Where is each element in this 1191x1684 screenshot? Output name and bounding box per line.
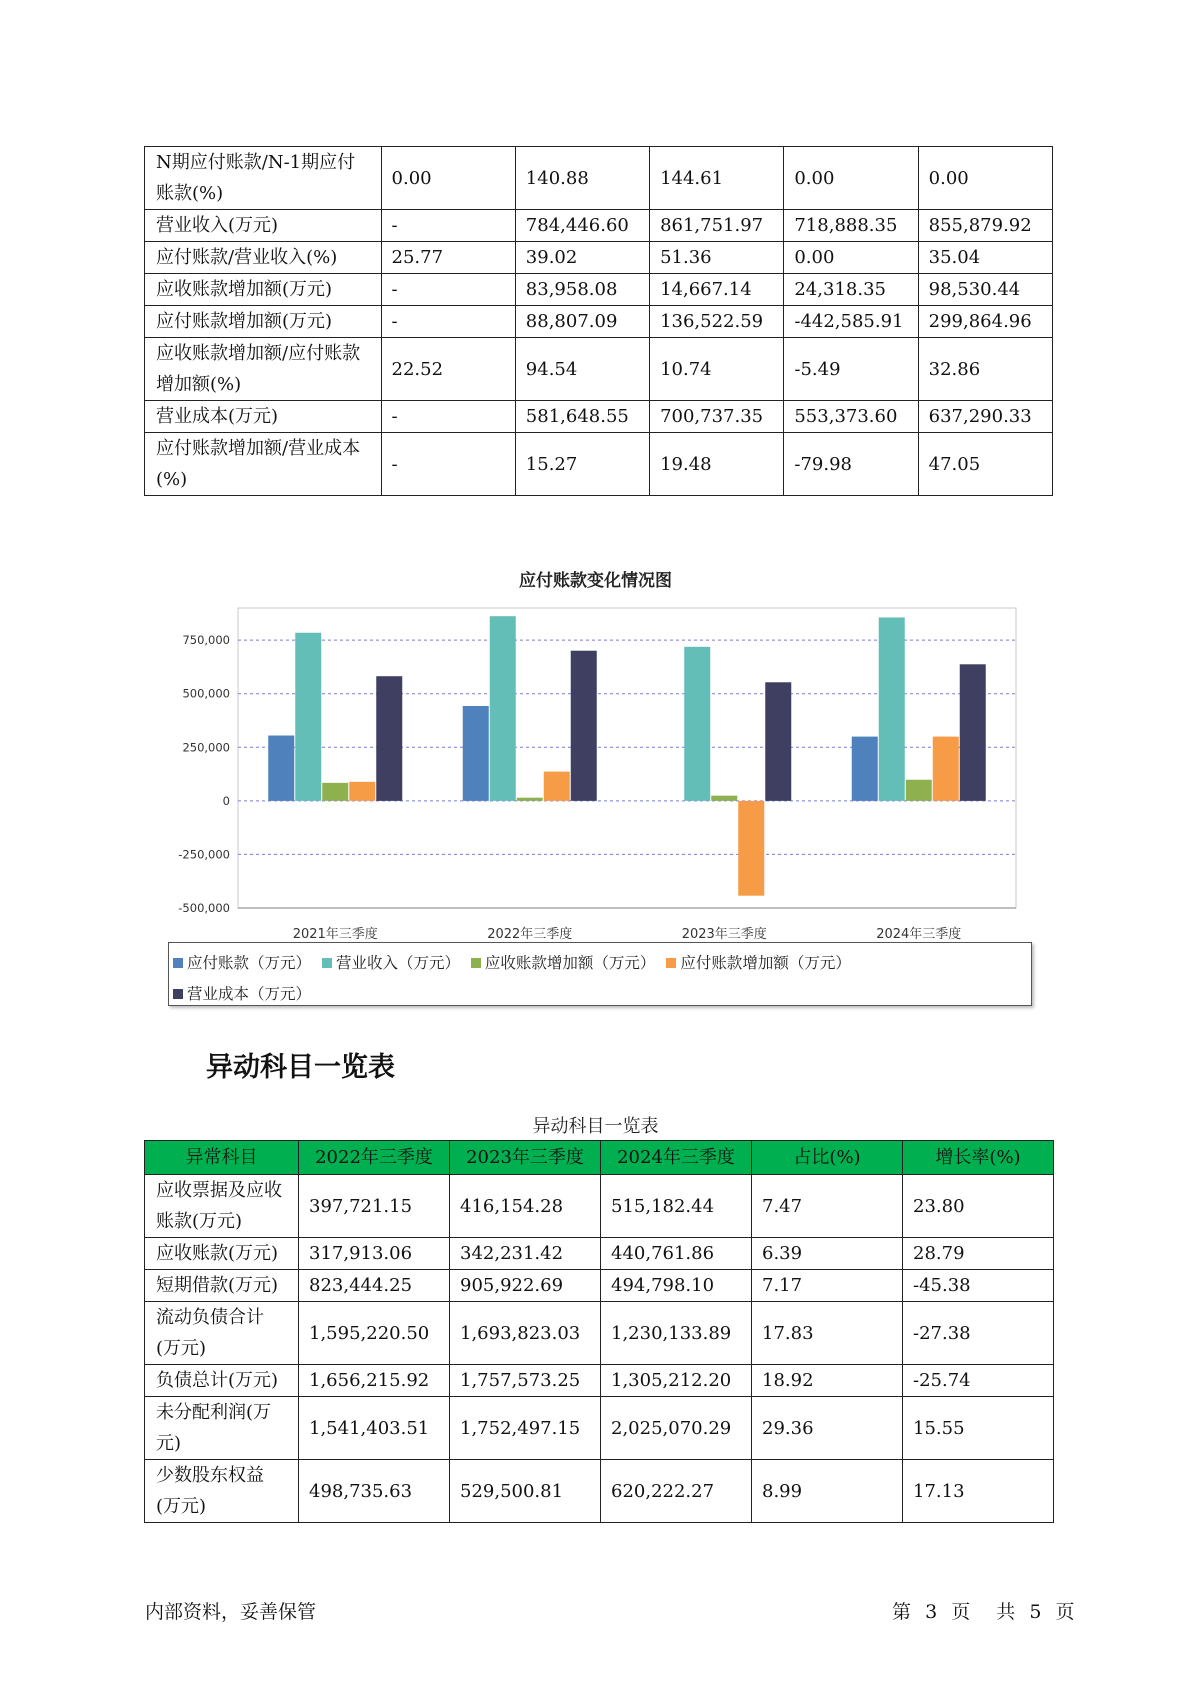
table-cell: - [381, 401, 515, 433]
table-cell: 397,721.15 [299, 1175, 450, 1238]
column-header: 2024年三季度 [601, 1141, 752, 1175]
legend-item [173, 979, 311, 1010]
x-tick-label: 2024年三季度 [876, 927, 962, 942]
row-label: 少数股东权益(万元) [145, 1460, 299, 1523]
table-cell: 35.04 [918, 242, 1052, 274]
table-cell: 861,751.97 [650, 210, 784, 242]
table-cell: -442,585.91 [784, 306, 918, 338]
table-cell: 1,693,823.03 [450, 1302, 601, 1365]
table-cell: 32.86 [918, 338, 1052, 401]
table-cell: 905,922.69 [450, 1270, 601, 1302]
bar [571, 651, 597, 801]
table-cell: 342,231.42 [450, 1238, 601, 1270]
table-cell: 25.77 [381, 242, 515, 274]
table-cell: 784,446.60 [515, 210, 649, 242]
chart-legend [168, 942, 1032, 1006]
table-cell: 718,888.35 [784, 210, 918, 242]
table-cell: 29.36 [752, 1397, 903, 1460]
y-tick-label: -250,000 [178, 847, 230, 862]
table-row [145, 147, 1053, 210]
chart-title: 应付账款变化情况图 [519, 571, 672, 591]
table-cell: 553,373.60 [784, 401, 918, 433]
legend-swatch [322, 958, 332, 968]
column-header: 2023年三季度 [450, 1141, 601, 1175]
table-row [145, 1397, 1054, 1460]
table-cell: 1,230,133.89 [601, 1302, 752, 1365]
x-tick-label: 2022年三季度 [487, 927, 573, 942]
row-label: 应付账款/营业收入(%) [145, 242, 382, 274]
row-label: 应收账款(万元) [145, 1238, 299, 1270]
table-cell: 17.83 [752, 1302, 903, 1365]
footer-note: 内部资料，妥善保管 [145, 1601, 317, 1623]
table-cell: 22.52 [381, 338, 515, 401]
column-header: 占比(%) [752, 1141, 903, 1175]
row-label: 应收账款增加额(万元) [145, 274, 382, 306]
column-header: 增长率(%) [903, 1141, 1054, 1175]
legend-label: 应付账款（万元） [187, 954, 312, 972]
table-cell: 529,500.81 [450, 1460, 601, 1523]
legend-item [322, 948, 460, 979]
metrics-table [144, 146, 1053, 496]
section-heading: 异动科目一览表 [206, 1052, 395, 1083]
bar [490, 616, 516, 801]
table-cell: 637,290.33 [918, 401, 1052, 433]
bar [517, 798, 543, 801]
row-label: 应收账款增加额/应付账款增加额(%) [145, 338, 382, 401]
row-label: N期应付账款/N-1期应付账款(%) [145, 147, 382, 210]
table-cell: 18.92 [752, 1365, 903, 1397]
legend-swatch [666, 958, 676, 968]
table-cell: 440,761.86 [601, 1238, 752, 1270]
bar [933, 737, 959, 801]
table-cell: -79.98 [784, 433, 918, 496]
x-tick-label: 2023年三季度 [681, 927, 767, 942]
y-tick-label: -500,000 [178, 901, 230, 915]
table-cell: -25.74 [903, 1365, 1054, 1397]
legend-label: 营业收入（万元） [335, 954, 460, 972]
bar [268, 736, 294, 801]
table-row [145, 1270, 1054, 1302]
table-cell: 317,913.06 [299, 1238, 450, 1270]
table-cell: 83,958.08 [515, 274, 649, 306]
table-cell: - [381, 274, 515, 306]
table-row [145, 1365, 1054, 1397]
page-suffix: 页 [951, 1601, 971, 1623]
bar [295, 633, 321, 801]
page-indicator [892, 1597, 1074, 1624]
table-cell: 1,305,212.20 [601, 1365, 752, 1397]
table-cell: - [381, 433, 515, 496]
table-cell: 0.00 [784, 147, 918, 210]
row-label: 未分配利润(万元) [145, 1397, 299, 1460]
table-cell: 620,222.27 [601, 1460, 752, 1523]
table-cell: 23.80 [903, 1175, 1054, 1238]
table-cell: 51.36 [650, 242, 784, 274]
bar [738, 801, 764, 896]
legend-label: 应付账款增加额（万元） [680, 954, 851, 972]
table-cell: 144.61 [650, 147, 784, 210]
table-cell: 15.27 [515, 433, 649, 496]
table-cell: 28.79 [903, 1238, 1054, 1270]
table-cell: 10.74 [650, 338, 784, 401]
row-label: 应付账款增加额/营业成本(%) [145, 433, 382, 496]
row-label: 应付账款增加额(万元) [145, 306, 382, 338]
table-cell: 299,864.96 [918, 306, 1052, 338]
row-label: 营业收入(万元) [145, 210, 382, 242]
table-cell: 17.13 [903, 1460, 1054, 1523]
table-cell: 24,318.35 [784, 274, 918, 306]
bar [960, 664, 986, 801]
table-cell: 494,798.10 [601, 1270, 752, 1302]
bar [852, 737, 878, 801]
bar [684, 647, 710, 801]
bar [322, 783, 348, 801]
bar [906, 780, 932, 801]
y-tick-label: 750,000 [182, 633, 230, 648]
bar [376, 676, 402, 801]
table-cell: 2,025,070.29 [601, 1397, 752, 1460]
total-prefix: 共 [996, 1601, 1016, 1623]
table-cell: -5.49 [784, 338, 918, 401]
row-label: 短期借款(万元) [145, 1270, 299, 1302]
row-label: 流动负债合计(万元) [145, 1302, 299, 1365]
table-cell: 39.02 [515, 242, 649, 274]
column-header: 2022年三季度 [299, 1141, 450, 1175]
table-row [145, 433, 1053, 496]
bar [349, 782, 375, 801]
table-cell: 15.55 [903, 1397, 1054, 1460]
legend-item [173, 948, 311, 979]
total-pages: 5 [1029, 1601, 1042, 1623]
bar [765, 682, 791, 801]
table-row [145, 210, 1053, 242]
table-cell: 6.39 [752, 1238, 903, 1270]
table-cell: - [381, 306, 515, 338]
table-cell: 136,522.59 [650, 306, 784, 338]
table-row [145, 1302, 1054, 1365]
bar [544, 772, 570, 801]
table-cell: 7.47 [752, 1175, 903, 1238]
table-cell: 700,737.35 [650, 401, 784, 433]
table-cell: 1,541,403.51 [299, 1397, 450, 1460]
table-cell: 1,757,573.25 [450, 1365, 601, 1397]
table-row [145, 306, 1053, 338]
legend-label: 应收账款增加额（万元） [484, 954, 656, 972]
table-cell: - [381, 210, 515, 242]
table-row [145, 274, 1053, 306]
legend-item [471, 948, 656, 979]
table-header-row [145, 1141, 1054, 1175]
table-cell: 14,667.14 [650, 274, 784, 306]
row-label: 营业成本(万元) [145, 401, 382, 433]
y-tick-label: 500,000 [182, 686, 230, 701]
anomaly-table [144, 1140, 1054, 1523]
table-cell: 0.00 [784, 242, 918, 274]
legend-swatch [173, 958, 183, 968]
table-cell: -45.38 [903, 1270, 1054, 1302]
table-row [145, 242, 1053, 274]
table-cell: 8.99 [752, 1460, 903, 1523]
legend-label: 营业成本（万元） [187, 985, 312, 1003]
row-label: 负债总计(万元) [145, 1365, 299, 1397]
page-prefix: 第 [892, 1601, 912, 1623]
table-row [145, 1238, 1054, 1270]
bar-chart [168, 604, 1018, 942]
table-cell: 0.00 [381, 147, 515, 210]
table-caption: 异动科目一览表 [532, 1116, 659, 1137]
legend-swatch [471, 958, 481, 968]
y-tick-label: 250,000 [182, 740, 230, 755]
table-cell: 1,752,497.15 [450, 1397, 601, 1460]
table-cell: 88,807.09 [515, 306, 649, 338]
y-tick-label: 0 [222, 793, 230, 808]
table-cell: -27.38 [903, 1302, 1054, 1365]
table-cell: 498,735.63 [299, 1460, 450, 1523]
page-number: 3 [925, 1601, 938, 1623]
bar [879, 617, 905, 800]
table-row [145, 338, 1053, 401]
table-cell: 94.54 [515, 338, 649, 401]
row-label: 应收票据及应收账款(万元) [145, 1175, 299, 1238]
table-row [145, 1460, 1054, 1523]
column-header: 异常科目 [145, 1141, 299, 1175]
table-cell: 416,154.28 [450, 1175, 601, 1238]
table-cell: 855,879.92 [918, 210, 1052, 242]
table-cell: 98,530.44 [918, 274, 1052, 306]
table-cell: 1,595,220.50 [299, 1302, 450, 1365]
legend-swatch [173, 989, 183, 999]
table-cell: 581,648.55 [515, 401, 649, 433]
table-row [145, 401, 1053, 433]
table-cell: 19.48 [650, 433, 784, 496]
table-cell: 823,444.25 [299, 1270, 450, 1302]
legend-item [666, 948, 851, 979]
table-row [145, 1175, 1054, 1238]
total-suffix: 页 [1055, 1601, 1075, 1623]
table-cell: 1,656,215.92 [299, 1365, 450, 1397]
table-cell: 7.17 [752, 1270, 903, 1302]
table-cell: 0.00 [918, 147, 1052, 210]
table-cell: 47.05 [918, 433, 1052, 496]
table-cell: 140.88 [515, 147, 649, 210]
bar [711, 796, 737, 801]
bar [463, 706, 489, 801]
table-cell: 515,182.44 [601, 1175, 752, 1238]
x-tick-label: 2021年三季度 [292, 927, 378, 942]
